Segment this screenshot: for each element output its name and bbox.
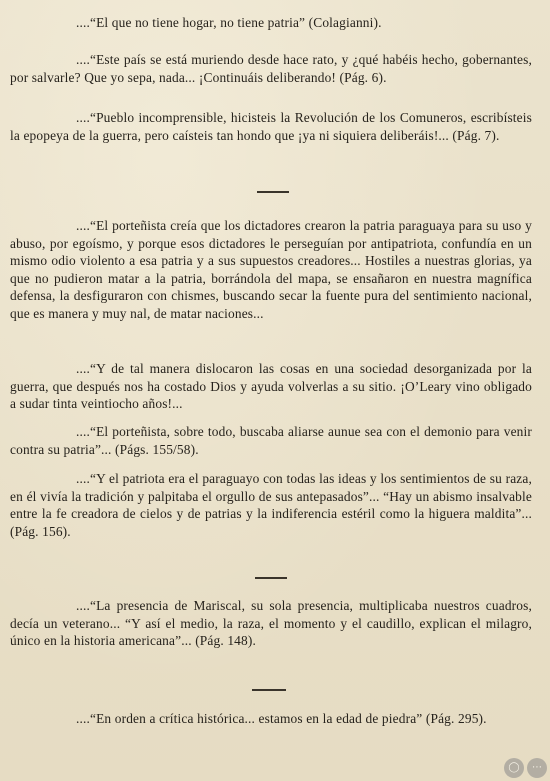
quote-page-156: ....“Y el patriota era el paraguayo con todas las ideas y los sentimientos de su raza, en él vivía la tradición y palpitaba el orgullo de sus antepasados”... “Hay un abismo insalvable entre la fe creadora de cielos y de patrias y la indiferencia estéril como la higuera maldita”... (Pág. 156). — [10, 471, 532, 539]
quote-page-148: ....“La presencia de Mariscal, su sola presencia, multiplicaba nuestros cuadros, decía un veterano... “Y así el medio, la raza, el momento y el caudillo, explican el milagro, único en la historia americana”... (Pág. 148). — [10, 598, 532, 649]
section-divider — [252, 689, 286, 691]
quote-colagianni: ....“El que no tiene hogar, no tiene patria” (Colagianni). — [76, 15, 382, 30]
quote-dislocaron: ....“Y de tal manera dislocaron las cosas en una sociedad desorganizada por la guerra, que después nos ha costado Dios y ayuda volverlas a su sitio. ¡O’Leary vino obligado a sudar tinta veintiocho años!... — [10, 361, 532, 412]
section-divider — [257, 191, 289, 193]
section-divider — [255, 577, 287, 579]
quote-page-7: ....“Pueblo incomprensible, hicisteis la Revolución de los Comuneros, escribísteis la epopeya de la guerra, pero caísteis tan hondo que ¡ya ni siquiera deliberáis!... (Pág. 7). — [10, 110, 532, 143]
quote-portenista-dictadores: ....“El porteñista creía que los dictadores crearon la patria paraguaya para su uso y abuso, por egoísmo, y porque esos dictadores le perseguían por antipatriota, confundía en un mismo odio violento a esa patria y a sus supuestos creadores... Hostiles a nuestras glorias, ya que no pudieron matar a la patria, borrándola del mapa, se ensañaron en nuestra magnífica defensa, la desfiguraron con chismes, buscando secar la fuente pura del sentimiento nacional, que es manera y muy nal, de matar naciones... — [10, 218, 532, 321]
quote-page-295: ....“En orden a crítica histórica... estamos en la edad de piedra” (Pág. 295). — [76, 711, 487, 726]
quote-pages-155-58: ....“El porteñista, sobre todo, buscaba aliarse aunue sea con el demonio para venir contra su patria”... (Págs. 155/58). — [10, 424, 532, 457]
corner-controls — [504, 758, 547, 778]
ellipse-icon[interactable]: ◯ — [504, 758, 524, 778]
more-icon[interactable]: ⋯ — [527, 758, 547, 778]
quote-page-6: ....“Este país se está muriendo desde hace rato, y ¿qué habéis hecho, gobernantes, por salvarle? Que yo sepa, nada... ¡Continuáis deliberando! (Pág. 6). — [10, 52, 532, 85]
